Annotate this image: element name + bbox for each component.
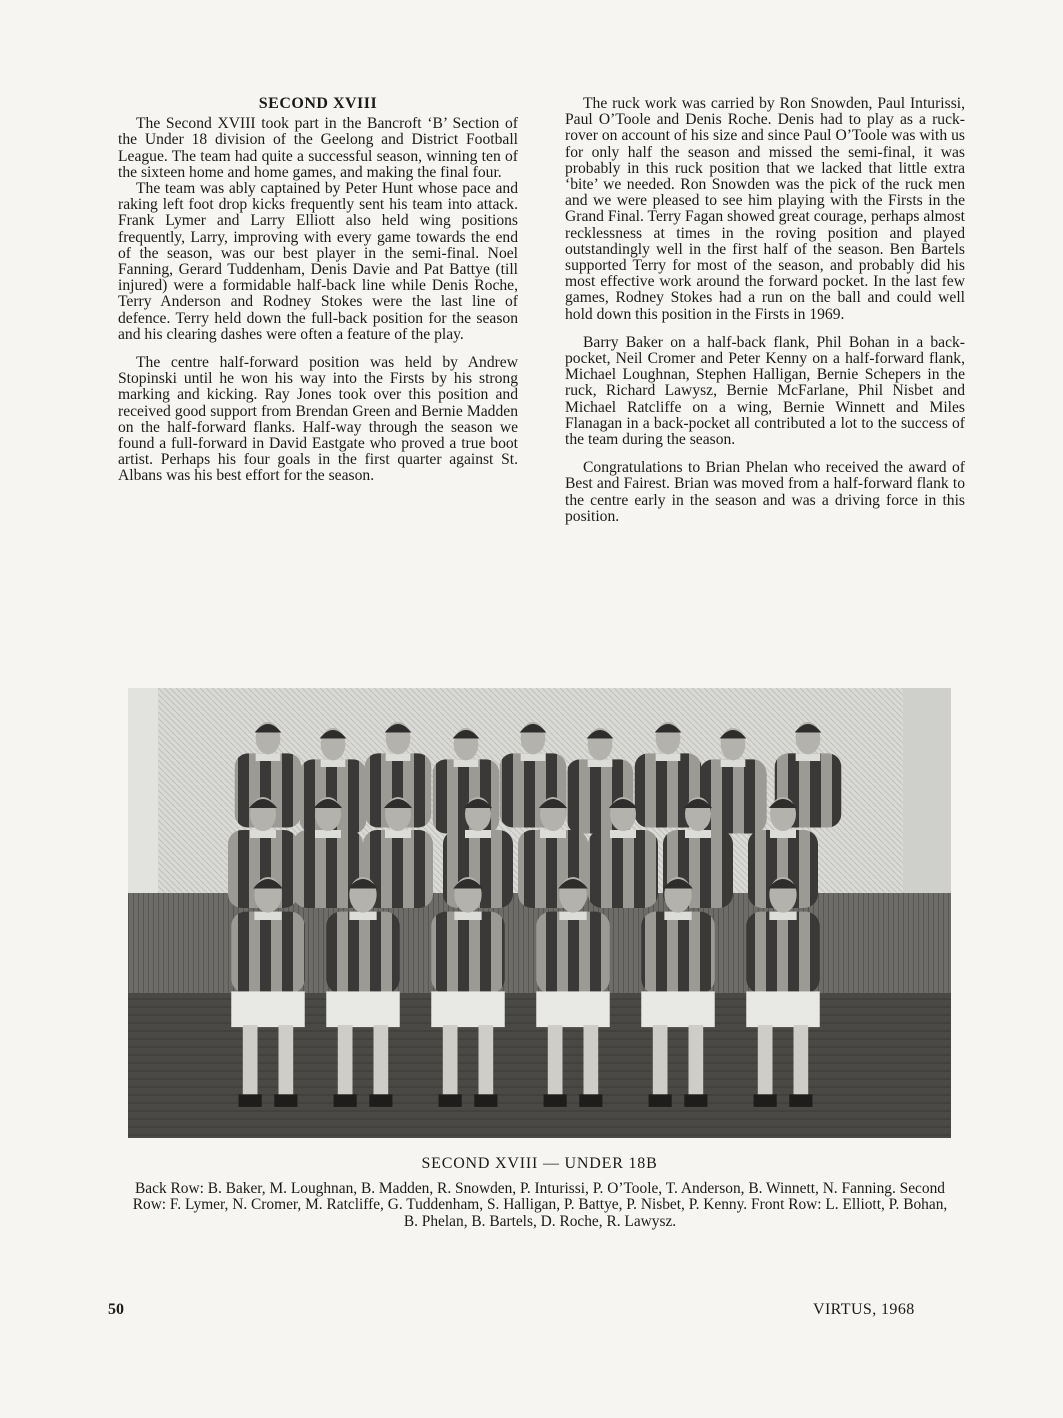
article-right-column xyxy=(565,96,965,525)
photo-caption: Back Row: B. Baker, M. Loughnan, B. Madden, R. Snowden, P. Inturissi, P. O’Toole, T. Anderson, B. Winnett, N. Fanning. Second Row: F. Lymer, N. Cromer, M. Ratcliffe, G. Tuddenham, S. Halligan, P. Battye, P. Nisbet, P. Kenny. Front Row: L. Elliott, P. Bohan, B. Phelan, B. Bartels, D. Roche, R. Lawysz. xyxy=(132,1180,948,1230)
paragraph: The team was ably captained by Peter Hunt whose pace and raking left foot drop kicks frequently sent his team into attack. Frank Lymer and Larry Elliott also held wing positions frequently, Larry, improving with every game towards the end of the season, was our best player in the semi-final. Noel Fanning, Gerard Tuddenham, Denis Davie and Pat Battye (till injured) were a formidable half-back line while Denis Roche, Terry Anderson and Rodney Stokes were the last line of defence. Terry held down the full-back position for the season and his clearing dashes were often a feature of the play. xyxy=(118,180,518,343)
paragraph: The centre half-forward position was held by Andrew Stopinski until he won his way into the Firsts by his strong marking and kicking. Ray Jones took over this position and received good support from Brendan Green and Bernie Madden on the half-forward flanks. Half-way through the season we found a full-forward in David Eastgate who proved a true boot artist. Perhaps his four goals in the first quarter against St. Albans was his best effort for the season. xyxy=(118,354,518,485)
team-photo xyxy=(128,688,951,1138)
paragraph: The Second XVIII took part in the Bancroft ‘B’ Section of the Under 18 division of the Geelong and District Football League. The team had quite a successful season, winning ten of the sixteen home and home games, and making the final four. xyxy=(118,115,518,181)
photo-caption-title: SECOND XVIII — UNDER 18B xyxy=(421,1155,658,1172)
paragraph: The ruck work was carried by Ron Snowden, Paul Inturissi, Paul O’Toole and Denis Roche. Denis had to play as a ruck-rover on account of his size and since Paul O’Toole was with us for only half the season and missed the semi-final, it was probably in this ruck position that we lacked that little extra ‘bite’ we needed. Ron Snowden was the pick of the ruck men and we were pleased to see him playing with the Firsts in the Grand Final. Terry Fagan showed great courage, perhaps almost recklessness at times in the roving position and played outstandingly well in the first half of the season. Ben Bartels supported Terry for most of the season, and probably did his most effective work around the forward pocket. In the last few games, Rodney Stokes had a run on the ball and could well hold down this position in the Firsts in 1969. xyxy=(565,95,965,323)
journal-title-year: VIRTUS, 1968 xyxy=(813,1301,915,1318)
paragraph: Congratulations to Brian Phelan who received the award of Best and Fairest. Brian was moved from a half-forward flank to the centre early in the season and was a driving force in this position. xyxy=(565,459,965,525)
paragraph: Barry Baker on a half-back flank, Phil Bohan in a back-pocket, Neil Cromer and Peter Kenny on a half-forward flank, Michael Loughnan, Stephen Halligan, Bernie Schepers in the ruck, Richard Lawysz, Bernie McFarlane, Phil Nisbet and Michael Ratcliffe on a wing, Bernie Winnett and Miles Flanagan in a back-pocket all contributed a lot to the success of the team during the season. xyxy=(565,333,965,449)
section-title: SECOND XVIII xyxy=(258,95,378,112)
page-number: 50 xyxy=(108,1301,124,1318)
article-left-column xyxy=(118,96,518,485)
